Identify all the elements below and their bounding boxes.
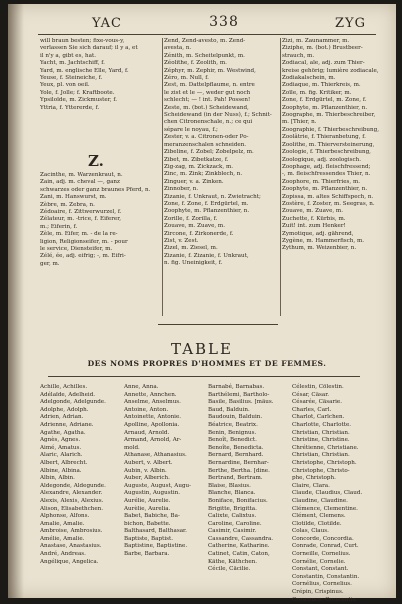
- col2-entry: Zest, m. Dattelpflaume, n. entre: [164, 82, 255, 89]
- col2-entry: Zizanie, f. Unkraut, n. Zwietracht;: [164, 193, 261, 200]
- col2-entry: Zibeline, f. Zobel; Zobelpelz, m.: [164, 149, 254, 156]
- names1-entry: Alison, Elisabethchen.: [40, 505, 104, 512]
- names-column-4: [292, 384, 388, 604]
- col3-entry: kreise gehörig; lumière zodiacale,: [282, 67, 379, 74]
- names1-entry: Aimé, Amatus.: [40, 444, 82, 451]
- names4-entry: Concorde, Concordia.: [292, 535, 354, 542]
- col1b-entry: schwarzes oder ganz braunes Pferd, n.: [40, 186, 151, 193]
- col2-entry: Zeste, m. (bot.) Scheidewand,: [164, 104, 249, 111]
- names-column-1: [40, 384, 128, 566]
- names4-entry: Christophe, Christo-: [292, 467, 350, 474]
- col1-entry: Yeux, pl. von oeil.: [40, 82, 90, 89]
- names1-entry: Amélie, Amalie.: [40, 535, 85, 542]
- col1-entry: Ypsiloïde, m. Zickmuster, f.: [40, 97, 117, 104]
- col1-entry: Yard, m. englische Elle, Yard, f.: [40, 67, 129, 74]
- names1-entry: Achille, Achilles.: [40, 384, 88, 390]
- names2-entry: Athanase, Athanasius.: [124, 452, 187, 459]
- names4-entry: Christian, Christian.: [292, 452, 350, 459]
- names2-entry: Armand, Arnold, Ar-: [124, 437, 182, 444]
- col2-entry: Zénith, m. Scheitelpunkt, m.: [164, 52, 245, 59]
- names3-entry: Brigitte, Brigitta.: [208, 505, 257, 512]
- col3-entry: Zoologie, f. Thierbeschreibung,: [282, 149, 371, 156]
- col1-entry: Yeuse, f. Steineiche, f.: [40, 75, 103, 82]
- names2-entry: Aurèlie, Aurelia.: [124, 505, 171, 512]
- col1b-entry: Zélateur, m. -trice, f. Eiferer,: [40, 216, 122, 223]
- names1-entry: Amalie, Amalie.: [40, 520, 85, 527]
- col3-entry: -, m. fleischfressendes Thier, n.: [282, 171, 371, 178]
- entries-column-2: [164, 38, 282, 268]
- col1-entry: will braun besten; fixe-vous-y,: [40, 38, 125, 44]
- col3-entry: Zygène, m. Hammerfisch, m.: [282, 237, 365, 244]
- names4-entry: Célestin, Cölestin.: [292, 384, 344, 390]
- col2-entry: chen Citronenschale, n.; ce qui: [164, 119, 253, 126]
- col1b-entry: Zédoaire, f. Zittwerwurzel, f.: [40, 209, 122, 216]
- section-separator: [158, 324, 278, 325]
- names4-entry: Claudine, Claudine.: [292, 497, 348, 504]
- names2-entry: Babet, Babiche, Ba-: [124, 513, 180, 520]
- names-column-3: [208, 384, 292, 574]
- names2-entry: Auber, Alberich.: [124, 475, 170, 482]
- names2-entry: Antoinette, Antonie.: [124, 414, 182, 421]
- col2-entry: Zéphyr, m. Zephir, m. Westwind,: [164, 67, 256, 74]
- names4-entry: Crépin, Crispinus.: [292, 589, 344, 596]
- column-divider-1: [162, 38, 163, 316]
- names3-entry: Calixte, Calixtus.: [208, 513, 257, 520]
- names1-entry: Anastase, Anastasius.: [40, 543, 102, 550]
- col2-entry: Zouave, m. Zuave, m.: [164, 223, 226, 230]
- dictionary-page: [8, 4, 396, 603]
- col2-entry: Zinc, m. Zink; Zinkblech, n.: [164, 171, 243, 178]
- names3-entry: Blaise, Blasius.: [208, 482, 251, 489]
- names4-entry: Clotilde, Clotilde.: [292, 520, 342, 527]
- names4-entry: Claude, Claudius, Claud.: [292, 490, 363, 497]
- col3-entry: Zodiacal, ale, adj. zum Thier-: [282, 60, 365, 67]
- names1-entry: Ambroise, Ambrosius.: [40, 528, 103, 535]
- names1-entry: Angélique, Angelica.: [40, 558, 99, 565]
- names1-entry: Alphonse, Alfons.: [40, 513, 90, 520]
- col1b-entry: Zélé, ée, adj. eifrig; -, m. Eifri-: [40, 253, 126, 260]
- col3-entry: Zoophyte, m. Pflanzenthier, n.: [282, 186, 368, 193]
- col3-entry: strauch, m.: [282, 52, 315, 59]
- names4-entry: phe, Christoph.: [292, 475, 336, 482]
- col3-entry: Zoologique, adj. zoologisch.: [282, 156, 361, 163]
- col3-entry: Zone, f. Erdgürtel, m. Zone, f.: [282, 97, 367, 104]
- col3-entry: Zoolâtrie, f. Thieranbetung, f.: [282, 134, 366, 141]
- names4-entry: Clément, Clemens.: [292, 513, 346, 520]
- col2-entry: Zibet, m. Zibetkatze, f.: [164, 156, 229, 163]
- names2-entry: bichon, Babette.: [124, 520, 171, 527]
- names2-entry: Augustin, Augustin.: [124, 490, 181, 497]
- entries-column-1-z: [40, 172, 162, 268]
- names4-entry: Cornélius, Cornelius.: [292, 581, 352, 588]
- col2-entry: le zist et le —, weder gut noch: [164, 89, 251, 96]
- book-spine-shadow: [8, 4, 24, 598]
- col3-entry: Zuit! int. zum Henker!: [282, 223, 346, 230]
- names3-entry: Béatrice, Beatrix.: [208, 421, 258, 428]
- names4-entry: Christian, Christian.: [292, 429, 350, 436]
- col3-entry: Zoolithe, m. Thierversteinerung,: [282, 141, 375, 148]
- col3-entry: Zoophyte, m. Pflanzenthier, n.: [282, 104, 368, 111]
- col1b-entry: Zacinthe, m. Warzenkraut, n.: [40, 172, 123, 178]
- col1-entry: verlassen Sie sich darauf; il y a, et: [40, 45, 138, 52]
- names1-entry: Adélaïde, Adelheid.: [40, 391, 96, 398]
- names4-entry: Césarée, Cäsarie.: [292, 399, 343, 406]
- names4-entry: Colas, Claus.: [292, 528, 329, 535]
- names2-entry: Anselme, Anselmus.: [124, 399, 181, 406]
- entries-column-3: [282, 38, 388, 253]
- col2-entry: meranzenschalen schneiden.: [164, 141, 247, 148]
- names3-entry: Cécile, Cäcilie.: [208, 566, 251, 573]
- names3-entry: Baud, Balduin.: [208, 406, 250, 413]
- names2-entry: Annette, Annchen.: [124, 391, 177, 398]
- col1b-entry: ger, m.: [40, 260, 60, 267]
- names1-entry: Alexandre, Alexander.: [40, 490, 103, 497]
- names4-entry: Charlotte, Charlotte.: [292, 421, 352, 428]
- names1-entry: Albine, Albina.: [40, 467, 82, 474]
- col2-entry: Zéro, m. Null, f.: [164, 75, 209, 82]
- names-column-2: [124, 384, 210, 559]
- col3-entry: Zoophage, adj. fleischfressend;: [282, 163, 371, 170]
- entries-column-1: [40, 38, 162, 112]
- col3-entry: Zodiakalschein, m.: [282, 75, 336, 82]
- names4-entry: Clémence, Clementine.: [292, 505, 358, 512]
- col2-entry: Zist, v. Zest.: [164, 237, 199, 244]
- names3-entry: Blanche, Blanca.: [208, 490, 256, 497]
- col2-entry: Zone, f. Zone, f. Erdgürtel, m.: [164, 200, 249, 207]
- names4-entry: César, Cäsar.: [292, 391, 330, 398]
- page-number: 338: [209, 14, 239, 30]
- col2-entry: Zoophyte, m. Pflanzenthier, n.: [164, 208, 250, 215]
- page-header: [78, 14, 370, 32]
- names3-entry: Barnabé, Barnabas.: [208, 384, 265, 390]
- names3-entry: Basile, Basilius. [mäus.: [208, 399, 274, 406]
- col2-entry: Zéolithe, f. Zeolith, m.: [164, 60, 227, 67]
- col1-entry: Yttria, f. Yttererde, f.: [40, 104, 100, 111]
- names3-entry: Berthe, Bertha. [dine.: [208, 467, 270, 474]
- names1-entry: Adrien, Adrian.: [40, 414, 84, 421]
- names3-entry: Baudouin, Balduin.: [208, 414, 263, 421]
- names3-entry: Benoît, Benedict.: [208, 437, 257, 444]
- header-left-guide-word: YAC: [92, 16, 122, 31]
- names4-entry: Constantin, Constantin.: [292, 573, 360, 580]
- col1b-entry: ligion, Religionseifer, m. - pour: [40, 238, 128, 245]
- col3-entry: Zoïle, m. fig. Kritiker, m.: [282, 89, 352, 96]
- names4-entry: Claire, Clara.: [292, 482, 330, 489]
- col2-entry: Zircone, f. Zirkonerde, f.: [164, 230, 234, 237]
- names2-entry: Anne, Anna.: [124, 384, 159, 390]
- col3-entry: Zizi, m. Zaunammer, m.: [282, 38, 350, 44]
- col1b-entry: le service, Diensteifer, m.: [40, 246, 113, 253]
- names4-entry: Crescence, Crescentia.: [292, 596, 358, 603]
- col3-entry: Zoographie, f. Thierbeschreibung,: [282, 126, 379, 133]
- col2-entry: sépare le noyau, f.;: [164, 126, 218, 133]
- col1b-entry: Zain, adj. m. cheval —, ganz: [40, 179, 120, 186]
- names2-entry: Balthasard, Balthasar.: [124, 528, 187, 535]
- names1-entry: Aldegonde, Aldegunde.: [40, 482, 106, 489]
- col2-entry: Zend, Zend-avesto, m. Zend-: [164, 38, 246, 44]
- names1-entry: Alexis, Alexis, Alexius.: [40, 497, 104, 504]
- names3-entry: Catinet, Catin, Caton,: [208, 551, 270, 558]
- names3-entry: Benin, Benignus.: [208, 429, 257, 436]
- col1-entry: Yacht, m. Jachtschiff, f.: [40, 60, 105, 67]
- names4-entry: Chrétienne, Christiane.: [292, 444, 359, 451]
- col1-entry: il n'y a, gibt es, hat.: [40, 52, 97, 59]
- names2-entry: Aurélie, Aurelie.: [124, 497, 171, 504]
- table-rule: [48, 376, 360, 377]
- col1b-entry: Zèle, m. Eifer, m. - de la re-: [40, 231, 118, 238]
- names3-entry: Barthélemi, Bartholo-: [208, 391, 270, 398]
- names4-entry: Charlot, Carlchen.: [292, 414, 345, 421]
- col2-entry: Zester, v. a. Citronen-oder Po-: [164, 134, 249, 141]
- names2-entry: Baptiste, Baptist.: [124, 535, 174, 542]
- col3-entry: Zythum, m. Weizenbier, n.: [282, 245, 357, 252]
- col3-entry: Zodiaque, m. Thierkreis, m.: [282, 82, 361, 89]
- col2-entry: Zizanie, f. Zizanie, f. Unkraut,: [164, 252, 249, 259]
- names3-entry: Boniface, Bonifacius.: [208, 497, 268, 504]
- names2-entry: Barbe, Barbara.: [124, 551, 170, 558]
- names1-entry: Agnès, Agnes.: [40, 437, 81, 444]
- col2-entry: Zinnober, n.: [164, 186, 199, 193]
- names4-entry: Charles, Carl.: [292, 406, 332, 413]
- names2-entry: Baptistine, Baptistine.: [124, 543, 188, 550]
- section-letter-heading: Z.: [88, 152, 104, 170]
- col2-entry: schlecht; — ! int. Pah! Possen!: [164, 97, 251, 104]
- names4-entry: Cornélie, Cornelie.: [292, 558, 346, 565]
- col1b-entry: Zani, m. Hanswurst, m.: [40, 194, 107, 201]
- names1-entry: Albert, Albrecht.: [40, 459, 88, 466]
- names1-entry: André, Andreas.: [40, 551, 86, 558]
- header-rule: [38, 34, 376, 35]
- col2-entry: Zinguer, v. a. Zinken.: [164, 178, 224, 185]
- col3-entry: m. [Thier, n.: [282, 119, 317, 126]
- names2-entry: mold.: [124, 444, 140, 451]
- col3-entry: Zostère, f. Zoster, m. Seegras, n.: [282, 200, 375, 207]
- col3-entry: Zoophore, m. Thierfries, m.: [282, 178, 361, 185]
- col1b-entry: Zèbre, m. Zebra, n.: [40, 201, 95, 208]
- names3-entry: Catherine, Katharine.: [208, 543, 270, 550]
- names4-entry: Conrade, Conrad, Curt.: [292, 543, 359, 550]
- col2-entry: n. fig. Uneinigkeit, f.: [164, 260, 223, 267]
- names4-entry: Constant, Constant.: [292, 566, 349, 573]
- names2-entry: Apolline, Apollonia.: [124, 421, 180, 428]
- names1-entry: Adrienne, Adriane.: [40, 421, 94, 428]
- names3-entry: Benoîte, Benedicta.: [208, 444, 264, 451]
- names2-entry: Arnaud, Arnold.: [124, 429, 170, 436]
- col3-entry: Zuchette, f. Kürbis, m.: [282, 215, 346, 222]
- names2-entry: Aubin, v. Albin.: [124, 467, 167, 474]
- names3-entry: Bertrand, Bertram.: [208, 475, 263, 482]
- col3-entry: Ziziphe, m. (bot.) Brustbeer-: [282, 45, 363, 52]
- col2-entry: Zorille, f. Zorilla, f.: [164, 215, 218, 222]
- names3-entry: Käthe, Käthchen.: [208, 558, 258, 565]
- names4-entry: Corneille, Cornelius.: [292, 551, 351, 558]
- col2-entry: avesta, n.: [164, 45, 192, 52]
- col3-entry: Zymotique, adj. gährend,: [282, 230, 354, 237]
- names4-entry: Christophe, Christoph.: [292, 459, 357, 466]
- names1-entry: Albin, Albin.: [40, 475, 75, 482]
- table-title: TABLE: [171, 340, 233, 358]
- names3-entry: Cassandre, Cassandra.: [208, 535, 274, 542]
- names2-entry: Auguste, August, Augu-: [124, 482, 192, 489]
- header-right-guide-word: ZYG: [335, 16, 366, 31]
- names2-entry: Aubert, v. Albert.: [124, 459, 173, 466]
- names1-entry: Adelgonde, Adelgunde.: [40, 399, 106, 406]
- col3-entry: Zouave, m. Zuave, m.: [282, 208, 344, 215]
- names3-entry: Bernard, Bernhard.: [208, 452, 264, 459]
- names1-entry: Alaric, Alarich.: [40, 452, 83, 459]
- col3-entry: Zopissa, m. altes Schiffspech, n.: [282, 193, 374, 200]
- names3-entry: Casimir, Casimir.: [208, 528, 257, 535]
- names2-entry: Antoine, Anton.: [124, 406, 169, 413]
- col1b-entry: m.; Eiferin, f.: [40, 223, 78, 230]
- col1-entry: Yole, f. Jolle; f. Kraftboote.: [40, 89, 115, 96]
- names1-entry: Agathe, Agatha.: [40, 429, 86, 436]
- table-subtitle: DES NOMS PROPRES D'HOMMES ET DE FEMMES.: [87, 359, 327, 368]
- names3-entry: Caroline, Caroline.: [208, 520, 262, 527]
- col2-entry: Zizel, m. Ziesel, m.: [164, 245, 218, 252]
- names4-entry: Christine, Christine.: [292, 437, 350, 444]
- names1-entry: Adolphe, Adolph.: [40, 406, 89, 413]
- col2-entry: Scheidewand (in der Nuss), f.; Schnit-: [164, 112, 272, 119]
- col3-entry: Zoographe, m. Thierbeschreiber,: [282, 112, 376, 119]
- names3-entry: Bernardine, Bernhar-: [208, 459, 269, 466]
- col2-entry: Zig-zag, m. Zickzack, m.: [164, 163, 234, 170]
